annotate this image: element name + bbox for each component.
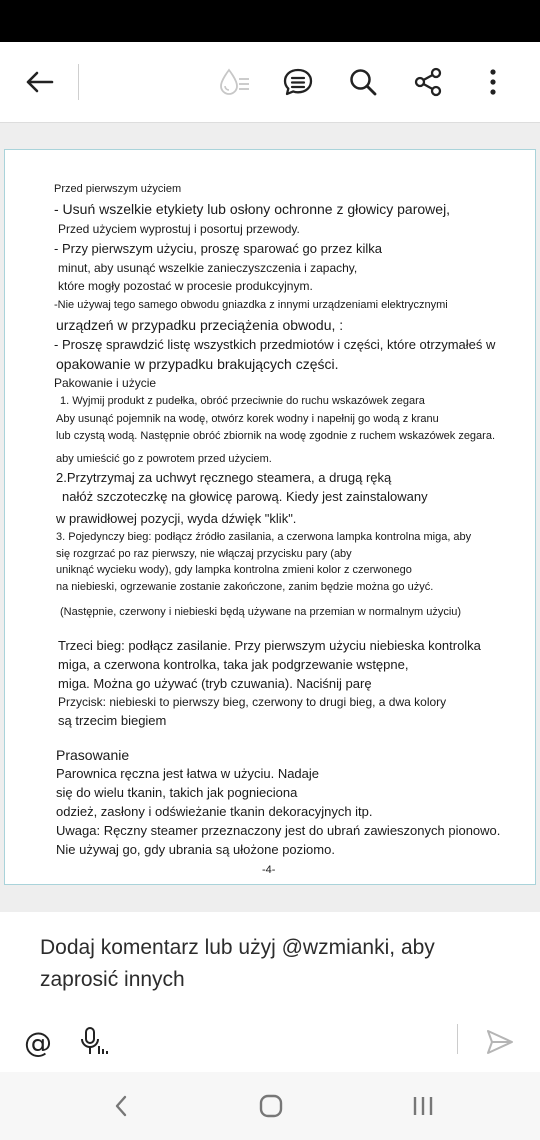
more-options-button[interactable] [471,60,515,104]
nav-back-button[interactable] [101,1086,141,1126]
doc-line: - Proszę sprawdzić listę wszystkich przedmiotów i części, które otrzymałeś w [54,337,496,352]
search-button[interactable] [341,60,385,104]
doc-line: 2.Przytrzymaj za uchwyt ręcznego steamera, a drugą ręką [56,470,392,485]
comment-composer [0,912,540,1072]
doc-line: miga, a czerwona kontrolka, taka jak podgrzewanie wstępne, [58,657,409,672]
search-icon [348,67,378,97]
share-button[interactable] [406,60,450,104]
home-icon [258,1093,284,1119]
doc-line: miga. Można go używać (tryb czuwania). Naciśnij parę [58,676,372,691]
doc-line: Parownica ręczna jest łatwa w użyciu. Nadaje [56,766,320,781]
doc-line: odzież, zasłony i odświeżanie tkanin dekoracyjnych itp. [56,804,373,819]
doc-line: Aby usunąć pojemnik na wodę, otwórz korek wodny i napełnij go wodą z kranu [56,413,439,425]
document-page[interactable] [4,149,536,885]
doc-line: Przycisk: niebieski to pierwszy bieg, czerwony to drugi bieg, a dwa kolory [58,695,447,709]
toolbar-divider [78,64,79,100]
doc-line: Przed pierwszym użyciem [54,183,182,195]
doc-line: na niebieski, ogrzewanie zostanie zakończone, zanim będzie można go użyć. [56,581,434,593]
nav-recents-button[interactable] [403,1086,443,1126]
doc-line: Prasowanie [56,747,130,763]
microphone-icon [78,1026,110,1058]
doc-line: nałóż szczoteczkę na głowicę parową. Kiedy jest zainstalowany [62,489,428,504]
status-bar [0,0,540,42]
doc-line: Uwaga: Ręczny steamer przeznaczony jest do ubrań zawieszonych pionowo. [56,823,501,838]
system-navigation-bar [0,1072,540,1140]
doc-line: Pakowanie i użycie [54,376,157,390]
liquid-mode-icon [217,67,251,97]
comment-tools-divider [457,1024,458,1054]
doc-line: minut, aby usunąć wszelkie zanieczyszczenia i zapachy, [58,261,358,275]
comment-input[interactable]: Dodaj komentarz lub użyj @wzmianki, aby zaprosić innych [40,936,435,991]
document-viewer[interactable] [0,122,540,912]
nav-home-button[interactable] [251,1086,291,1126]
doc-line: się rozgrzać po raz pierwszy, nie włączaj przycisku pary (aby [56,548,352,560]
doc-line: 3. Pojedynczy bieg: podłącz źródło zasilania, a czerwona lampka kontrolna miga, aby [56,531,472,543]
doc-line: - Usuń wszelkie etykiety lub osłony ochronne z głowicy parowej, [54,201,451,217]
doc-line: Trzeci bieg: podłącz zasilanie. Przy pierwszym użyciu niebieska kontrolka [58,638,481,653]
share-icon [413,67,443,97]
doc-line: w prawidłowej pozycji, wyda dźwięk "klik". [56,511,297,526]
doc-line: opakowanie w przypadku brakujących części. [56,356,339,372]
doc-line: urządzeń w przypadku przeciążenia obwodu, : [56,317,344,333]
liquid-mode-button[interactable] [212,60,256,104]
doc-line: Przed użyciem wyprostuj i posortuj przewody. [58,222,300,236]
chevron-left-icon [113,1094,129,1118]
mention-button[interactable] [18,1022,58,1062]
back-button[interactable] [17,60,61,104]
top-toolbar [0,42,540,122]
comment-button[interactable] [276,60,320,104]
recent-apps-icon [411,1095,435,1117]
more-vertical-icon [488,67,498,97]
doc-line: uniknąć wycieku wody), gdy lampka kontrolna zmieni kolor z czerwonego [56,564,412,576]
doc-line: -Nie używaj tego samego obwodu gniazdka z innymi urządzeniami elektrycznymi [54,299,448,311]
doc-line: aby umieścić go z powrotem przed użyciem. [56,453,272,465]
at-icon: @ [24,1025,52,1059]
send-button[interactable] [480,1022,520,1062]
comment-tools [0,1016,540,1066]
send-icon [486,1029,514,1055]
arrow-left-icon [24,70,54,94]
doc-line: (Następnie, czerwony i niebieski będą używane na przemian w normalnym użyciu) [60,606,462,618]
page-number: -4- [262,864,276,876]
doc-line: które mogły pozostać w procesie produkcyjnym. [58,279,313,293]
voice-input-button[interactable] [74,1022,114,1062]
doc-line: 1. Wyjmij produkt z pudełka, obróć przeciwnie do ruchu wskazówek zegara [60,395,425,407]
doc-line: się do wielu tkanin, takich jak pognieciona [56,785,298,800]
doc-line: Nie używaj go, gdy ubrania są ułożone poziomo. [56,842,335,857]
comment-icon [282,67,314,97]
doc-line: - Przy pierwszym użyciu, proszę sparować go przez kilka [54,241,382,256]
doc-line: lub czystą wodą. Następnie obróć zbiornik na wodę zgodnie z ruchem wskazówek zegara. [56,430,496,442]
doc-line: są trzecim biegiem [58,713,167,728]
